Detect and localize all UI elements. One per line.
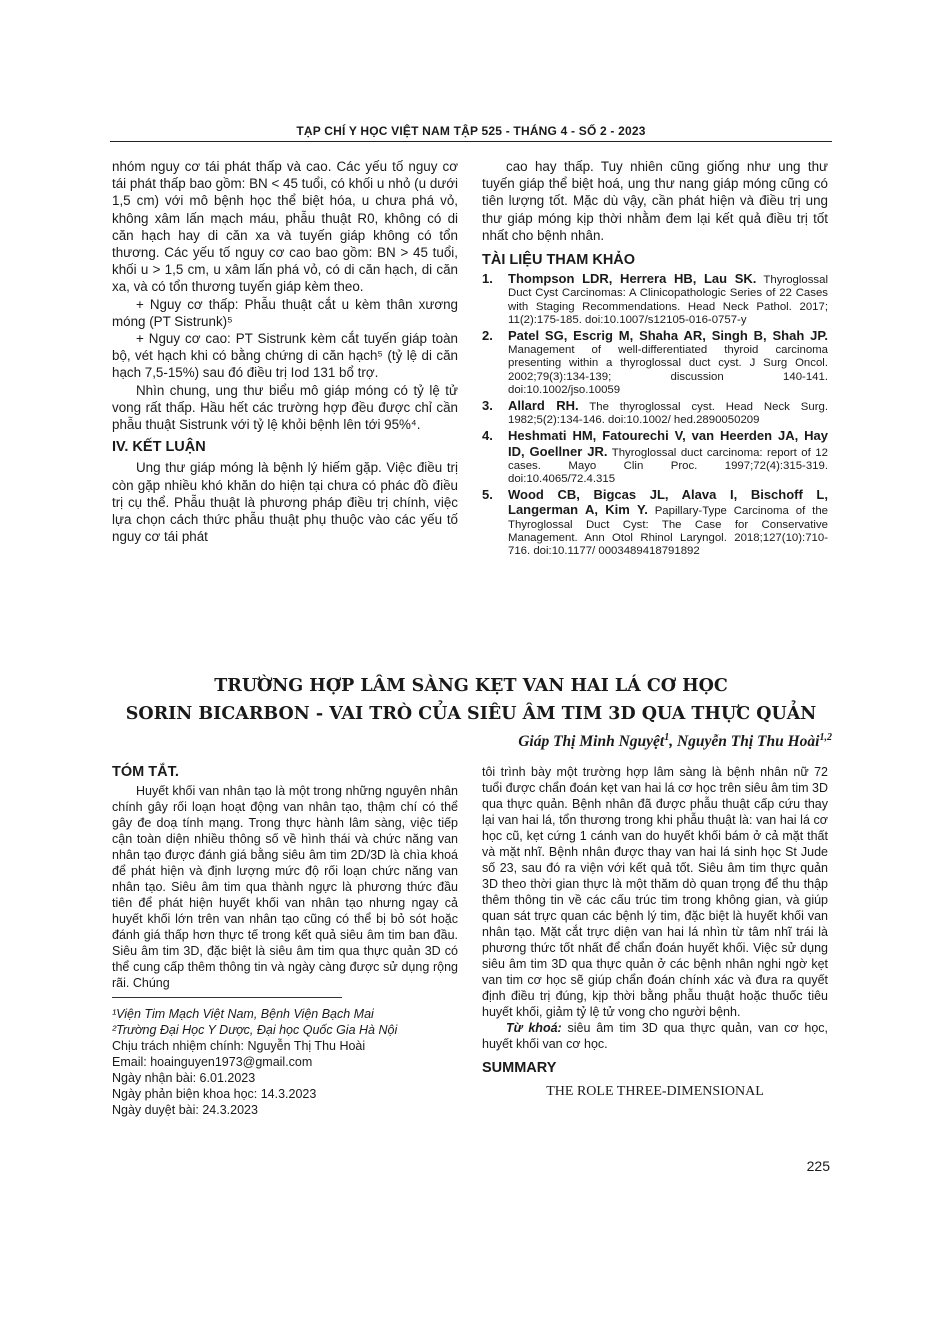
reference-text: The thyroglossal cyst. Head Neck Surg. 1982;5(2):134-146. doi:10.1002/ hed.2890050209 [508, 401, 828, 427]
conclusion-paragraph: Ung thư giáp móng là bệnh lý hiếm gặp. Việc điều trị còn gặp nhiều khó khăn do hiện tại chưa có phác đồ điều trị cụ thể. Phẫu thuật là phương pháp điều trị chính, việc lựa chọn cách thức phẫu thuật phụ thuộc vào các yếu tố nguy cơ tái phát [112, 460, 458, 545]
reference-list [482, 272, 828, 558]
reference-number: 2. [482, 328, 493, 344]
abstract-left-text: Huyết khối van nhân tạo là một trong những nguyên nhân chính gây rối loạn hoạt động van nhân tạo, thậm chí có thể gây đe doạ tính mạng. Trong thực hành lâm sàng, việc tiếp cận toàn diện nhiều thông số về hình thái và chức năng van nhân tạo được đánh giá bằng siêu âm tim 2D/3D là chìa khoá để phát hiện và định lượng mức độ rối loạn chức năng van nhân tạo. Siêu âm tim qua thành ngực là phương thức đầu tiên để phát hiện huyết khối van nhân tạo nhưng ngay cả huyết khối lớn trên van nhân tạo cũng có thể bị bỏ sót hoặc đánh giá thấp hơn thực tế trong kết quả siêu âm tim ban đầu. Siêu âm tim 3D, đặc biệt là siêu âm tim qua thực quản 3D có thể cung cấp thêm thông tin và ngày càng được sử dụng rộng rãi. Chúng [112, 784, 458, 991]
keywords-text: siêu âm tim 3D qua thực quản, van cơ học, huyết khối van cơ học. [482, 1021, 829, 1051]
author-2: Nguyễn Thị Thu Hoài [676, 733, 820, 751]
footnote-affiliation-1: ¹Viện Tim Mạch Việt Nam, Bệnh Viện Bạch Mai [112, 1007, 374, 1022]
left-paragraph-4: Nhìn chung, ung thư biểu mô giáp móng có tỷ lệ tử vong rất thấp. Hầu hết các trường hợp đều được chỉ cần phẫu thuật Sistrunk với tỷ lệ khỏi bệnh lên tới 95%⁴. [112, 382, 458, 433]
abstract-right-text: tôi trình bày một trường hợp lâm sàng là bệnh nhân nữ 72 tuổi được chẩn đoán kẹt van hai lá cơ học trên siêu âm tim 3D qua thực quản. Bệnh nhân đã được phẫu thuật cấp cứu thay lại van hai lá, tổn thương trong khi phẫu thuật là: van hai lá cơ học cũ, kẹt cứng 1 cánh van do huyết khối bám ở cả mặt thất và mặt nhĩ. Bệnh nhân được thay van hai lá sinh học St Jude số 23, sau đó ra viện với kết quả tốt. Siêu âm tim thực quản 3D theo thời gian thực là một thăm dò quan trọng để thu thập thêm thông tin về các cấu trúc tim trong không gian, và giúp quan sát trực quan các bệnh lý tim, đặc biệt là huyết khối van nhân tạo. Mặt cắt trực diện van hai lá nhìn từ tâm nhĩ trái là phương thức tốt nhất để chẩn đoán huyết khối. Việc sử dụng siêu âm tim 3D qua thực quản ở các bệnh nhân nghi ngờ kẹt van tim cơ học sẽ giúp chẩn đoán chính xác và đưa ra quyết định điều trị đúng, kịp thời bằng phẫu thuật hoặc thuốc tiêu huyết khối, giảm tỷ lệ tử vong cho người bệnh. [482, 765, 828, 1019]
reference-item [482, 429, 828, 486]
journal-header: TẠP CHÍ Y HỌC VIỆT NAM TẬP 525 - THÁNG 4 - SỐ 2 - 2023 [296, 124, 646, 138]
reference-item [482, 399, 828, 427]
abstract-heading: TÓM TẮT. [112, 764, 179, 780]
author-line: Giáp Thị Minh Nguyệt$^1$, Nguyễn Thị Thu Hoài$^{1,2}$ [518, 732, 832, 751]
page-number: 225 [806, 1158, 830, 1174]
author-1: Giáp Thị Minh Nguyệt [518, 733, 665, 751]
keywords-line [482, 1020, 828, 1052]
reference-text: Thyroglossal duct carcinoma: report of 12 cases. Mayo Clin Proc. 1997;72(4):315-319. doi:10.4065/72.4.315 [508, 446, 828, 486]
reference-item [482, 329, 828, 397]
header-rule [110, 141, 832, 142]
reference-authors: Allard RH. [508, 398, 579, 414]
corresponding-author: Chịu trách nhiệm chính: Nguyễn Thị Thu Hoài [112, 1039, 366, 1054]
conclusion-heading: IV. KẾT LUẬN [112, 439, 206, 456]
summary-heading: SUMMARY [482, 1060, 557, 1076]
reference-authors: Heshmati HM, Fatourechi V, van Heerden JA, Hay ID, Goellner JR. [508, 428, 828, 459]
author-1-affiliation: 1 [664, 732, 670, 743]
author-2-affiliation: 1,2 [819, 732, 832, 743]
reference-number: 3. [482, 398, 493, 414]
reference-text: Thyroglossal Duct Cyst Carcinomas: A Clinicopathologic Series of 22 Cases with Staging Recommendations. Head Neck Pathol. 2017; 11(2):175-185. doi:10.1007/s12105-016-0757-y [508, 274, 828, 326]
right-paragraph-1: cao hay thấp. Tuy nhiên cũng giống như ung thư tuyến giáp thể biệt hoá, ung thư nang giáp móng cũng có tiên lượng tốt. Mặc dù vậy, cần phát hiện và điều trị ung thư giáp móng kịp thời nhằm đem lại kết quả điều trị tốt nhất cho bệnh nhân. [482, 159, 828, 243]
keywords-label: Từ khoá: [506, 1021, 562, 1035]
left-paragraph-2: + Nguy cơ thấp: Phẫu thuật cắt u kèm thân xương móng (PT Sistrunk)⁵ [112, 296, 458, 329]
footnote-affiliation-2: ²Trường Đại Học Y Dược, Đại học Quốc Gia Hà Nội [112, 1023, 398, 1038]
article-title-line-2: SORIN BICARBON - VAI TRÒ CỦA SIÊU ÂM TIM 3D QUA THỰC QUẢN [125, 704, 817, 724]
reference-text: Papillary-Type Carcinoma of the Thyroglossal Duct Cyst: The Case for Conservative Management. Ann Otol Rhinol Laryngol. 2018;127(10):710-716. doi:10.1177/ 0003489418791892 [508, 505, 828, 558]
reference-number: 5. [482, 487, 493, 503]
reference-text: Management of well-differentiated thyroid carcinoma presenting within a thyroglossal duct cyst. J Surg Oncol. 2002;79(3):134-139; discussion 140-141. doi:10.1002/jso.10059 [508, 344, 828, 396]
date-received: Ngày nhận bài: 6.01.2023 [112, 1071, 256, 1086]
article-title-line-1: TRƯỜNG HỢP LÂM SÀNG KẸT VAN HAI LÁ CƠ HỌC [214, 676, 728, 696]
reference-item [482, 272, 828, 327]
summary-title: THE ROLE THREE-DIMENSIONAL [546, 1084, 764, 1100]
reference-item [482, 488, 828, 558]
corresponding-email: Email: hoainguyen1973@gmail.com [112, 1055, 313, 1070]
date-approved: Ngày duyệt bài: 24.3.2023 [112, 1103, 258, 1118]
reference-authors: Wood CB, Bigcas JL, Alava I, Bischoff L, Langerman A, Kim Y. [508, 487, 828, 518]
left-paragraph-3: + Nguy cơ cao: PT Sistrunk kèm cắt tuyến giáp toàn bộ, vét hạch khi có bằng chứng di căn hạch⁵ (tỷ lệ di căn hạch 7,5-15%) sau đó điều trị Iod 131 bổ trợ. [112, 331, 458, 381]
reference-authors: Thompson LDR, Herrera HB, Lau SK. [508, 271, 757, 287]
abstract-right-column [482, 764, 828, 1100]
left-column [112, 158, 458, 545]
footnote-rule [112, 997, 342, 998]
left-paragraph-1: nhóm nguy cơ tái phát thấp và cao. Các yếu tố nguy cơ tái phát thấp bao gồm: BN < 45 tuổi, có khối u nhỏ (u dưới 1,5 cm) với mô bệnh học thể biệt hóa, u chưa phá vỏ, không xâm lấn mạch máu, phẫu thuật R0, không có di căn hạch hay di căn xa và tuyến giáp không có tổn thương. Các yếu tố nguy cơ cao bao gồm: BN > 45 tuổi, khối u > 1,5 cm, u xâm lấn phá vỏ, có di căn hạch, di căn xa, và có tổn thương tuyến giáp kèm theo. [112, 159, 458, 295]
reference-number: 1. [482, 271, 493, 287]
abstract-left-column [112, 764, 458, 1118]
references-heading: TÀI LIỆU THAM KHẢO [482, 252, 636, 269]
reference-authors: Patel SG, Escrig M, Shaha AR, Singh B, Shah JP. [508, 328, 828, 344]
reference-number: 4. [482, 428, 493, 444]
right-column [482, 158, 828, 560]
date-reviewed: Ngày phản biện khoa học: 14.3.2023 [112, 1087, 317, 1102]
